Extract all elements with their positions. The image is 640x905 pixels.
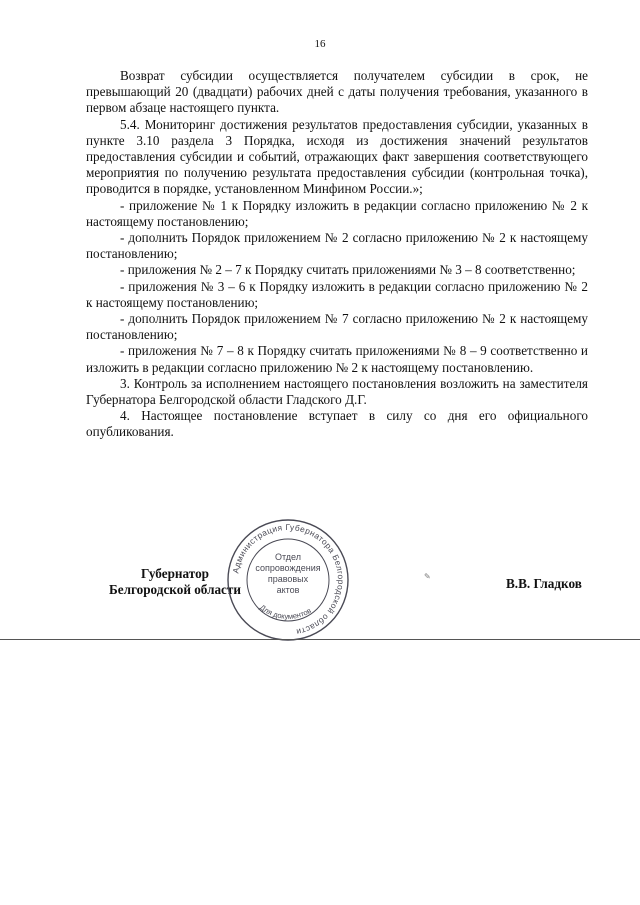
paragraph-renumber-7-8: - приложения № 7 – 8 к Порядку считать приложениями № 8 – 9 соответственно и изложить в редакции согласно приложению № 2 к настоящему постановлению. bbox=[86, 343, 588, 375]
paragraph-4-entry-into-force: 4. Настоящее постановление вступает в силу со дня его официального опубликования. bbox=[86, 408, 588, 440]
stamp-line-4: актов bbox=[276, 585, 300, 595]
paragraph-appendix-1: - приложение № 1 к Порядку изложить в редакции согласно приложению № 2 к настоящему постановлению; bbox=[86, 197, 588, 229]
paragraph-appendices-3-6: - приложения № 3 – 6 к Порядку изложить в редакции согласно приложению № 2 к настоящему постановлению; bbox=[86, 278, 588, 310]
page-number: 16 bbox=[314, 38, 326, 50]
signature-block bbox=[0, 521, 640, 640]
stamp-line-2: сопровождения bbox=[255, 563, 321, 573]
paragraph-refund-term: Возврат субсидии осуществляется получателем субсидии в срок, не превышающий 20 (двадцати) рабочих дней с даты получения требования, указанного в первом абзаце настоящего пункта. bbox=[86, 68, 588, 116]
paragraph-renumber-2-7: - приложения № 2 – 7 к Порядку считать приложениями № 3 – 8 соответственно; bbox=[120, 262, 576, 278]
paragraph-add-appendix-2: - дополнить Порядок приложением № 2 согласно приложению № 2 к настоящему постановлению; bbox=[86, 230, 588, 262]
svg-text:Для документов bbox=[258, 603, 313, 621]
paragraph-5-4-monitoring: 5.4. Мониторинг достижения результатов предоставления субсидии, указанных в пункте 3.10 раздела 3 Порядка, исходя из достижения значений результатов предоставления субсидии и событий, отражающих факт завершения соответствующего мероприятия по получению результата предоставления субсидии (контрольная точка), проводится в порядке, установленном Минфином России.»; bbox=[86, 116, 588, 197]
official-stamp bbox=[226, 518, 350, 642]
position-line-2: Белгородской области bbox=[109, 582, 241, 597]
position-line-1: Губернатор bbox=[141, 566, 209, 581]
stamp-line-3: правовых bbox=[267, 574, 309, 584]
stamp-ring-bottom-text: Для документов bbox=[258, 602, 313, 621]
stamp-center-text bbox=[252, 552, 324, 596]
stamp-line-1: Отдел bbox=[274, 552, 302, 562]
stamp-ring-text: Администрация Губернатора Белгородской области bbox=[230, 521, 347, 638]
handwritten-mark-icon: ✎ bbox=[424, 572, 431, 581]
paragraph-3-control: 3. Контроль за исполнением настоящего постановления возложить на заместителя Губернатора Белгородской области Гладского Д.Г. bbox=[86, 375, 588, 408]
bottom-divider bbox=[0, 639, 640, 640]
document-body bbox=[86, 68, 588, 441]
signatory-name: В.В. Гладков bbox=[506, 576, 582, 591]
paragraph-add-appendix-7: - дополнить Порядок приложением № 7 согласно приложению № 2 к настоящему постановлению; bbox=[86, 311, 588, 343]
